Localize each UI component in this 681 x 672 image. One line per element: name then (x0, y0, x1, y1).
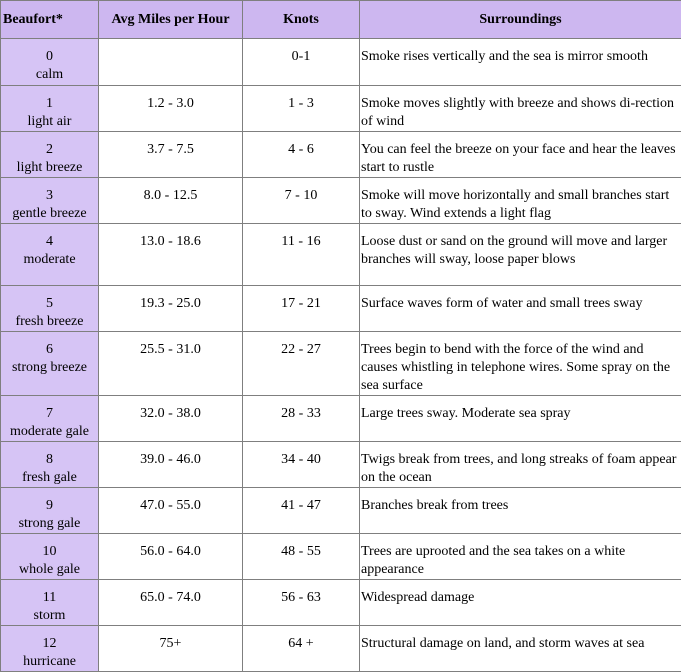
table-row (1, 442, 681, 488)
beaufort-name: strong gale (1, 515, 98, 533)
beaufort-cell (1, 39, 99, 86)
table-row (1, 132, 681, 178)
beaufort-number: 4 (1, 233, 98, 251)
beaufort-name: whole gale (1, 561, 98, 579)
surroundings-cell: Smoke rises vertically and the sea is mirror smooth (360, 39, 681, 86)
beaufort-number: 8 (1, 451, 98, 469)
beaufort-number: 2 (1, 141, 98, 159)
beaufort-cell (1, 332, 99, 396)
beaufort-cell (1, 178, 99, 224)
beaufort-name: fresh breeze (1, 313, 98, 331)
beaufort-number: 7 (1, 405, 98, 423)
knots-cell: 34 - 40 (243, 442, 360, 488)
knots-cell: 41 - 47 (243, 488, 360, 534)
beaufort-name: fresh gale (1, 469, 98, 487)
surroundings-cell: Loose dust or sand on the ground will move and larger branches will sway, loose paper blows (360, 224, 681, 286)
header-avg-mph: Avg Miles per Hour (99, 1, 243, 39)
surroundings-cell: Twigs break from trees, and long streaks of foam appear on the ocean (360, 442, 681, 488)
surroundings-cell: Trees begin to bend with the force of the wind and causes whistling in telephone wires. Some spray on the sea surface (360, 332, 681, 396)
mph-cell: 19.3 - 25.0 (99, 286, 243, 332)
surroundings-cell: Smoke will move horizontally and small branches start to sway. Wind extends a light flag (360, 178, 681, 224)
mph-cell: 8.0 - 12.5 (99, 178, 243, 224)
mph-cell: 1.2 - 3.0 (99, 86, 243, 132)
mph-cell (99, 39, 243, 86)
mph-cell: 75+ (99, 626, 243, 672)
beaufort-name: storm (1, 607, 98, 625)
beaufort-number: 6 (1, 341, 98, 359)
table-row (1, 286, 681, 332)
table-row (1, 178, 681, 224)
table-row (1, 488, 681, 534)
surroundings-cell: Smoke moves slightly with breeze and shows di-rection of wind (360, 86, 681, 132)
knots-cell: 1 - 3 (243, 86, 360, 132)
beaufort-cell (1, 488, 99, 534)
beaufort-name: calm (1, 66, 98, 84)
beaufort-name: light breeze (1, 159, 98, 177)
beaufort-number: 1 (1, 95, 98, 113)
mph-cell: 56.0 - 64.0 (99, 534, 243, 580)
header-beaufort: Beaufort* (1, 1, 99, 39)
beaufort-cell (1, 86, 99, 132)
table-row (1, 332, 681, 396)
surroundings-cell: Surface waves form of water and small trees sway (360, 286, 681, 332)
table-row (1, 39, 681, 86)
surroundings-cell: Large trees sway. Moderate sea spray (360, 396, 681, 442)
knots-cell: 7 - 10 (243, 178, 360, 224)
mph-cell: 3.7 - 7.5 (99, 132, 243, 178)
table-row (1, 580, 681, 626)
beaufort-cell (1, 580, 99, 626)
beaufort-cell (1, 396, 99, 442)
beaufort-cell (1, 132, 99, 178)
mph-cell: 47.0 - 55.0 (99, 488, 243, 534)
table-row (1, 86, 681, 132)
header-surroundings: Surroundings (360, 1, 681, 39)
beaufort-cell (1, 224, 99, 286)
table-body (1, 39, 681, 672)
surroundings-cell: Widespread damage (360, 580, 681, 626)
mph-cell: 65.0 - 74.0 (99, 580, 243, 626)
surroundings-cell: You can feel the breeze on your face and hear the leaves start to rustle (360, 132, 681, 178)
beaufort-number: 0 (1, 48, 98, 66)
surroundings-cell: Trees are uprooted and the sea takes on a white appearance (360, 534, 681, 580)
header-knots: Knots (243, 1, 360, 39)
beaufort-number: 9 (1, 497, 98, 515)
beaufort-name: moderate gale (1, 423, 98, 441)
beaufort-number: 10 (1, 543, 98, 561)
beaufort-number: 12 (1, 635, 98, 653)
mph-cell: 39.0 - 46.0 (99, 442, 243, 488)
surroundings-cell: Branches break from trees (360, 488, 681, 534)
mph-cell: 32.0 - 38.0 (99, 396, 243, 442)
beaufort-name: moderate (1, 251, 98, 269)
mph-cell: 13.0 - 18.6 (99, 224, 243, 286)
table-row (1, 626, 681, 672)
beaufort-name: gentle breeze (1, 205, 98, 223)
knots-cell: 64 + (243, 626, 360, 672)
table-row (1, 396, 681, 442)
beaufort-cell (1, 626, 99, 672)
beaufort-name: light air (1, 113, 98, 131)
header-row (1, 1, 681, 39)
beaufort-number: 5 (1, 295, 98, 313)
knots-cell: 17 - 21 (243, 286, 360, 332)
knots-cell: 56 - 63 (243, 580, 360, 626)
beaufort-name: hurricane (1, 653, 98, 671)
surroundings-cell: Structural damage on land, and storm waves at sea (360, 626, 681, 672)
beaufort-cell (1, 534, 99, 580)
beaufort-name: strong breeze (1, 359, 98, 377)
knots-cell: 11 - 16 (243, 224, 360, 286)
table-row (1, 534, 681, 580)
table-row (1, 224, 681, 286)
knots-cell: 0-1 (243, 39, 360, 86)
beaufort-cell (1, 442, 99, 488)
beaufort-cell (1, 286, 99, 332)
beaufort-number: 3 (1, 187, 98, 205)
knots-cell: 4 - 6 (243, 132, 360, 178)
beaufort-number: 11 (1, 589, 98, 607)
mph-cell: 25.5 - 31.0 (99, 332, 243, 396)
knots-cell: 48 - 55 (243, 534, 360, 580)
knots-cell: 22 - 27 (243, 332, 360, 396)
knots-cell: 28 - 33 (243, 396, 360, 442)
